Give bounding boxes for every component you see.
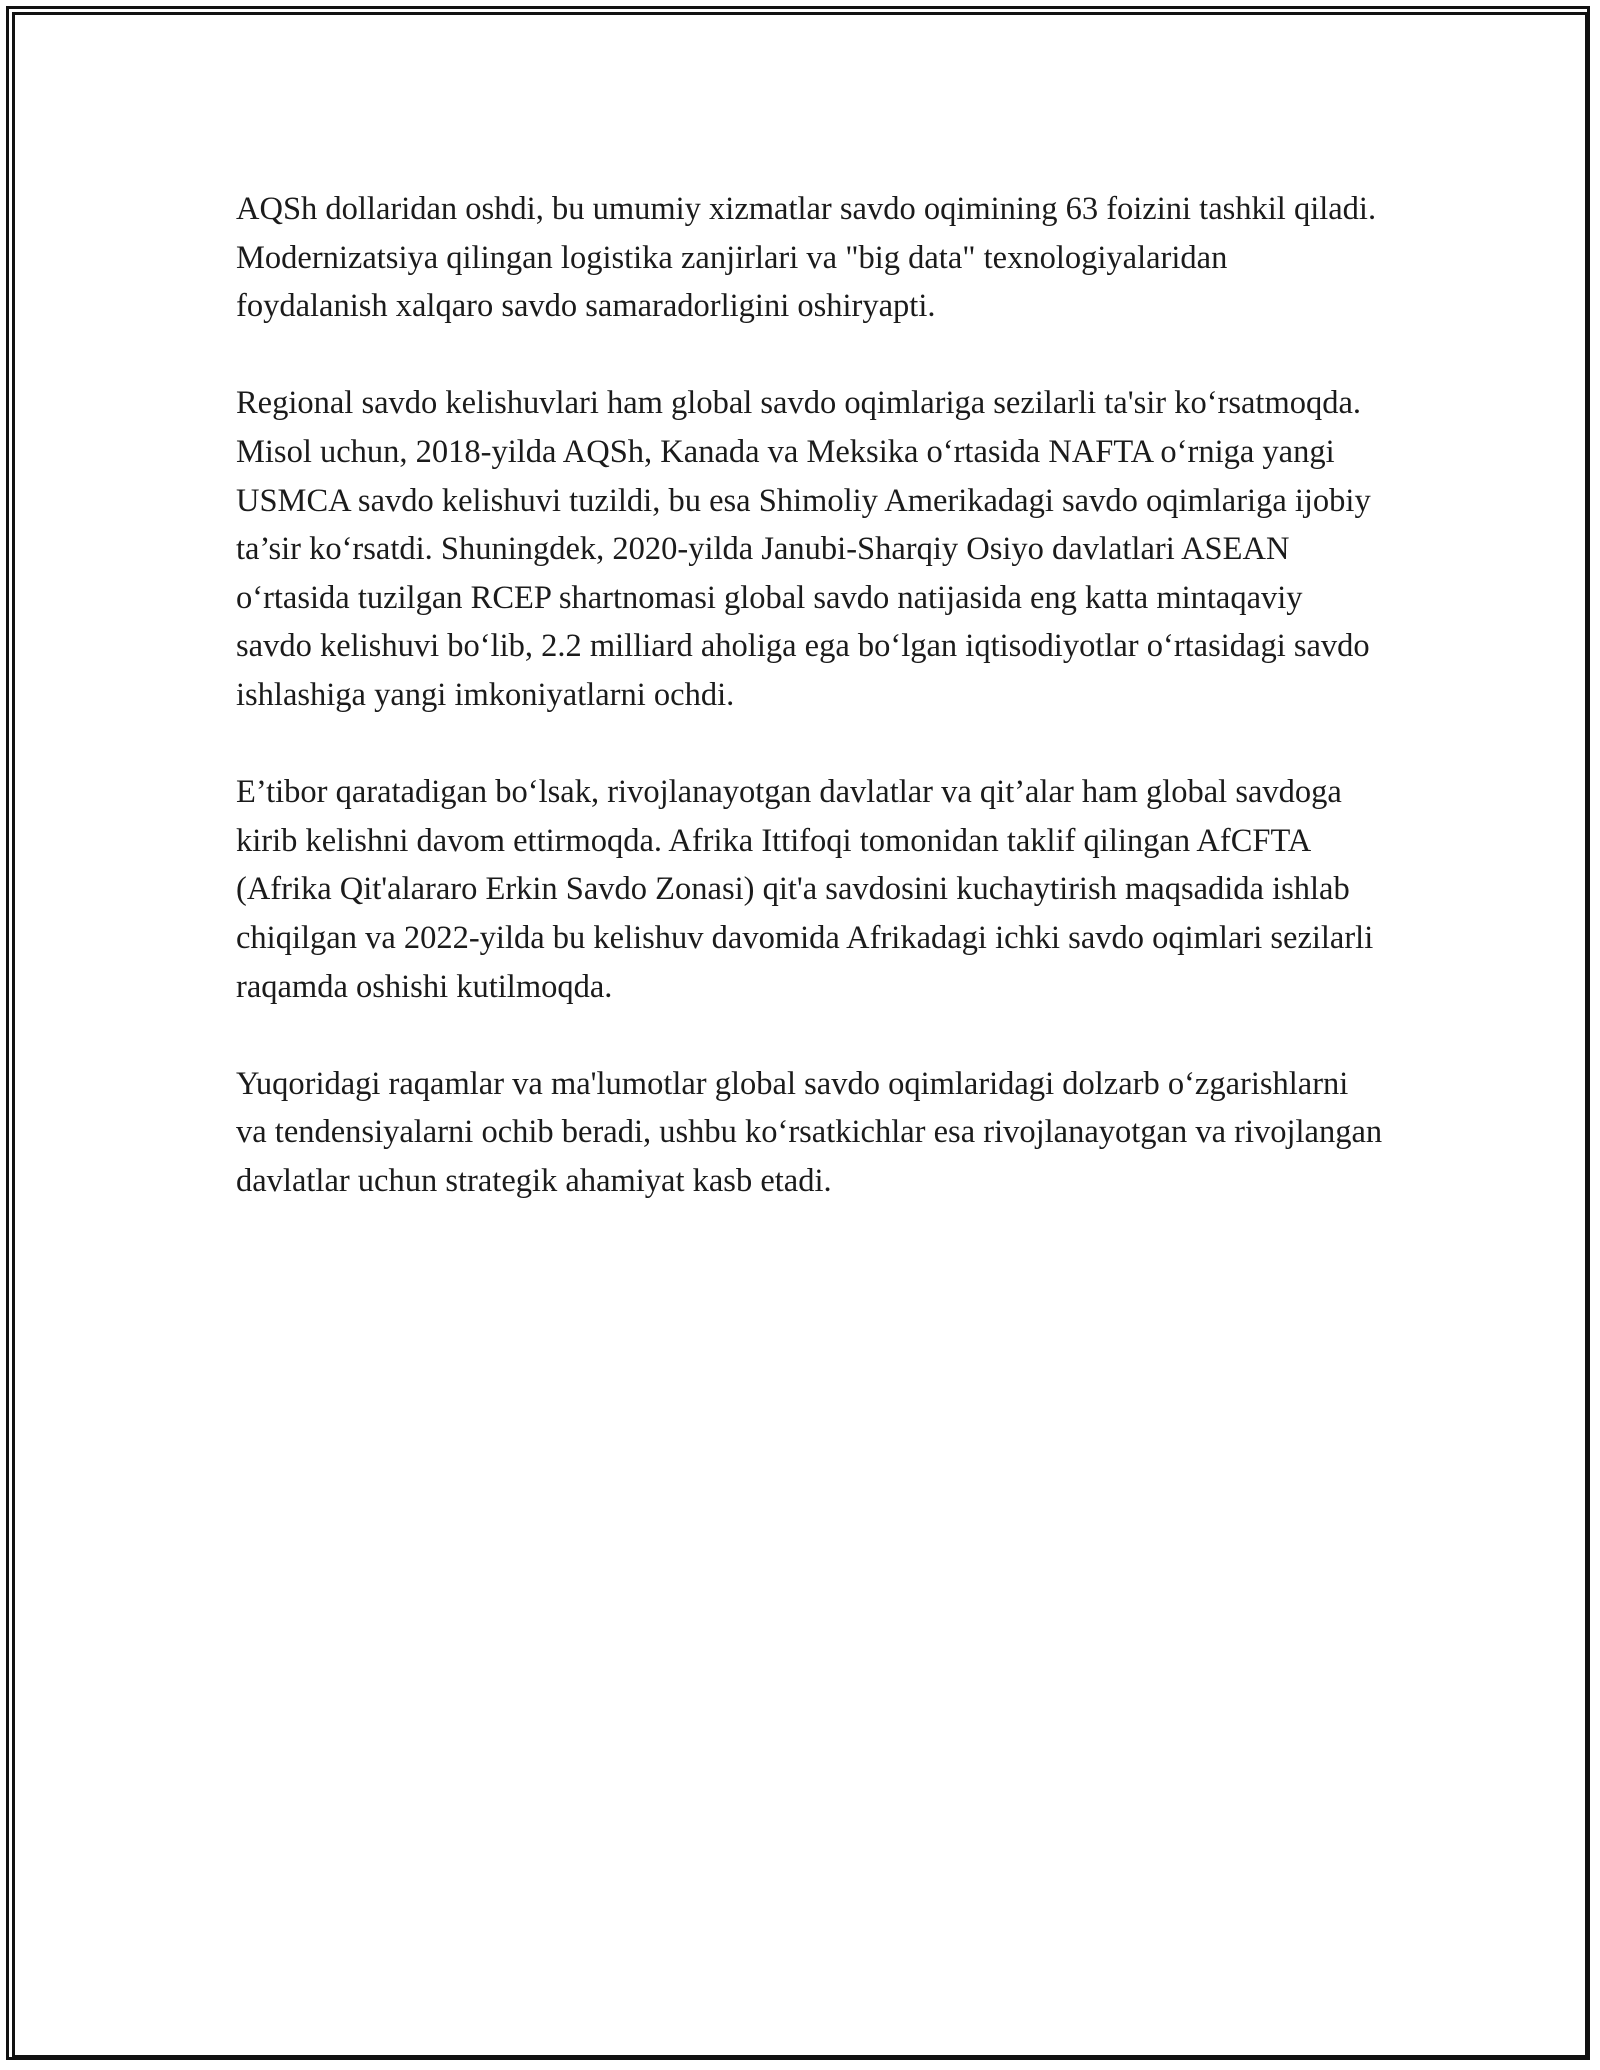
paragraph-developing-countries: E’tibor qaratadigan bo‘lsak, rivojlanayotgan davlatlar va qit’alar ham global savdoga kirib kelishni davom ettirmoqda. Afrika Ittifoqi tomonidan taklif qilingan AfCFTA (Afrika Qit'alararo Erkin Savdo Zonasi) qit'a savdosini kuchaytirish maqsadida ishlab chiqilgan va 2022-yilda bu kelishuv davomida Afrikadagi ichki savdo oqimlari sezilarli raqamda oshishi kutilmoqda. xyxy=(236,774,1374,1005)
paragraph-regional-agreements: Regional savdo kelishuvlari ham global savdo oqimlariga sezilarli ta'sir ko‘rsatmoqda. Misol uchun, 2018-yilda AQSh, Kanada va Meksika o‘rtasida NAFTA o‘rniga yangi USMCA savdo kelishuvi tuzildi, bu esa Shimoliy Amerikadagi savdo oqimlariga ijobiy ta’sir ko‘rsatdi. Shuningdek, 2020-yilda Janubi-Sharqiy Osiyo davlatlari ASEAN o‘rtasida tuzilgan RCEP shartnomasi global savdo natijasida eng katta mintaqaviy savdo kelishuvi bo‘lib, 2.2 milliard aholiga ega bo‘lgan iqtisodiyotlar o‘rtasidagi savdo ishlashiga yangi imkoniyatlarni ochdi. xyxy=(236,385,1371,713)
paragraph-conclusion: Yuqoridagi raqamlar va ma'lumotlar global savdo oqimlaridagi dolzarb o‘zgarishlarni va tendensiyalarni ochib beradi, ushbu ko‘rsatkichlar esa rivojlanayotgan va rivojlangan davlatlar uchun strategik ahamiyat kasb etadi. xyxy=(236,1065,1383,1199)
paragraph-services-trade: AQSh dollaridan oshdi, bu umumiy xizmatlar savdo oqimining 63 foizini tashkil qiladi. Modernizatsiya qilingan logistika zanjirlari va "big data" texnologiyalaridan foydalanish xalqaro savdo samaradorligini oshiryapti. xyxy=(236,191,1377,325)
document-body xyxy=(236,185,1386,1254)
